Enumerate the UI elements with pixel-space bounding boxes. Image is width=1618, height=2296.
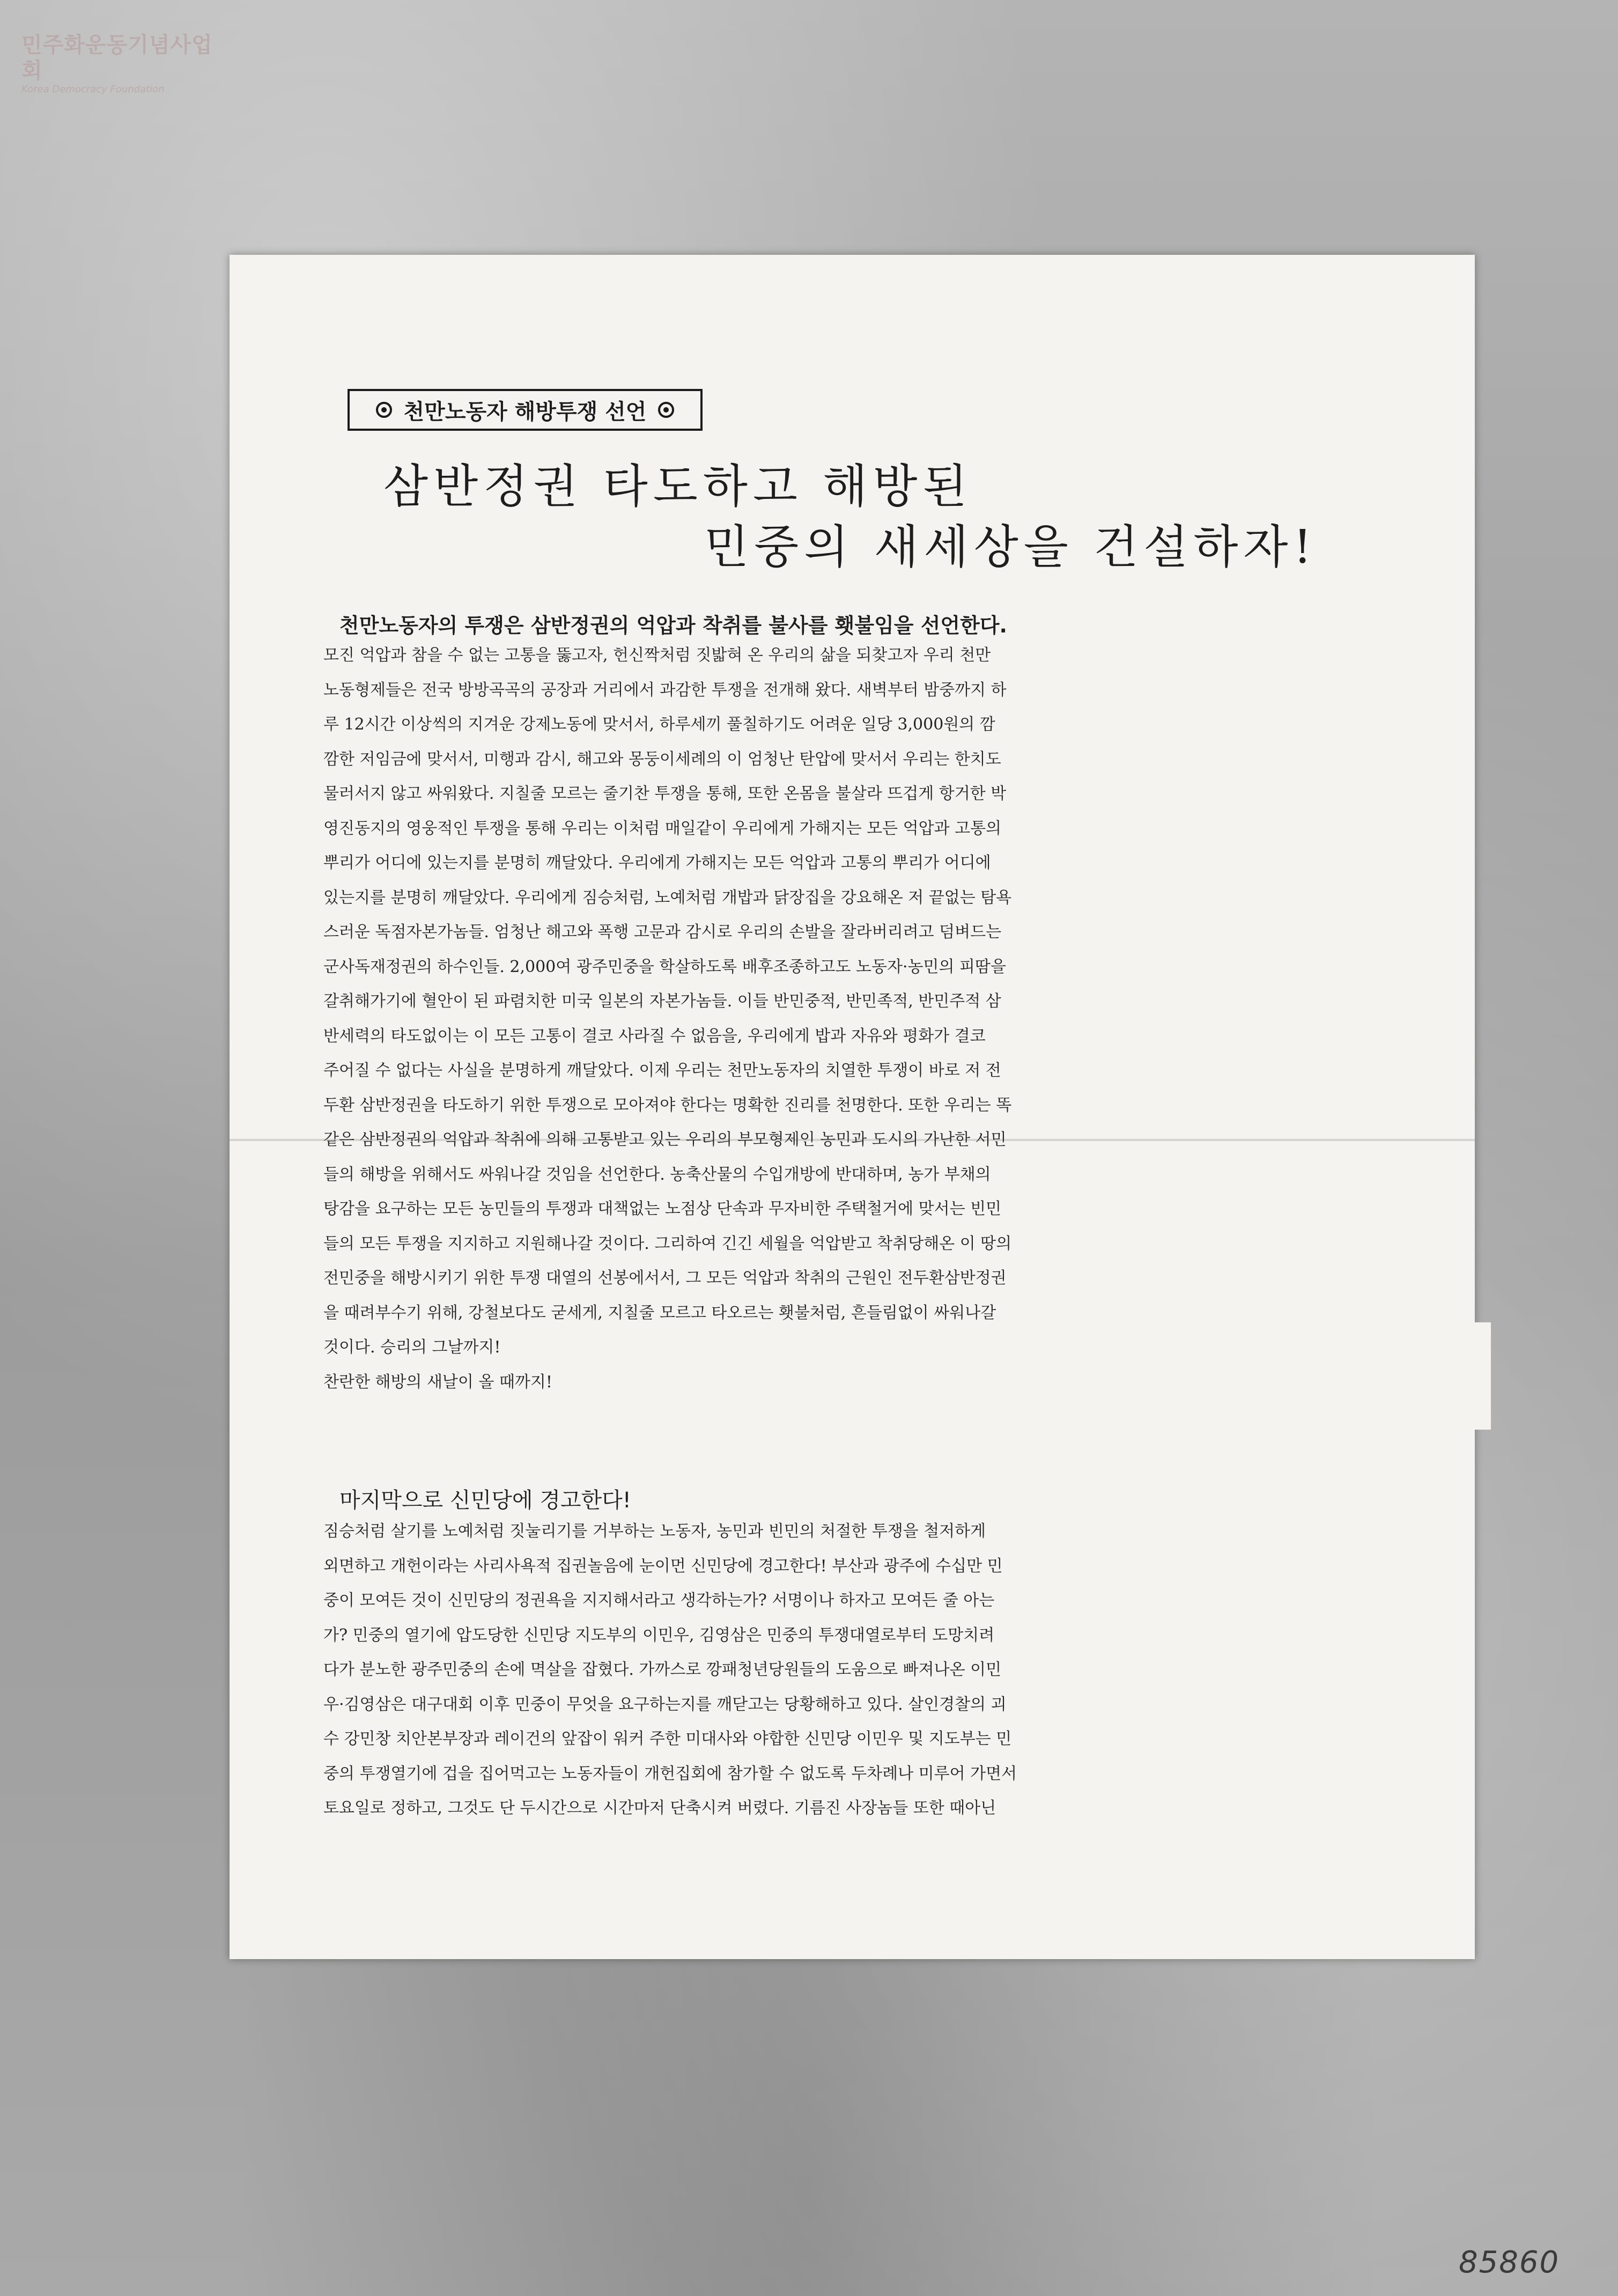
section1-body xyxy=(323,638,1385,1400)
section2-body-line: 다가 분노한 광주민중의 손에 멱살을 잡혔다. 가까스로 깡패청년당원들의 도움으로 빠져나온 이민 xyxy=(323,1660,1002,1679)
section2-body xyxy=(323,1514,1385,1826)
section2-body-line: 짐승처럼 살기를 노예처럼 짓눌리기를 거부하는 노동자, 농민과 빈민의 처절한 투쟁을 철저하게 xyxy=(323,1522,986,1541)
watermark-english: Korea Democracy Foundation xyxy=(21,84,165,95)
section1-body-line: 깜한 저임금에 맞서서, 미행과 감시, 해고와 몽둥이세례의 이 엄청난 탄압에 맞서서 우리는 한치도 xyxy=(323,749,1001,769)
section1-body-line: 물러서지 않고 싸워왔다. 지칠줄 모르는 줄기찬 투쟁을 통해, 또한 온몸을 불살라 뜨겁게 항거한 박 xyxy=(323,784,1007,803)
section1-body-line: 같은 삼반정권의 억압과 착취에 의해 고통받고 있는 우리의 부모형제인 농민과 도시의 가난한 서민 xyxy=(323,1130,1007,1149)
watermark-korean: 민주화운동기념사업회 xyxy=(21,33,213,83)
paper-edge-tab xyxy=(1459,1322,1491,1430)
declaration-badge xyxy=(348,389,703,431)
section2-body-line: 중이 모여든 것이 신민당의 정권욕을 지지해서라고 생각하는가? 서명이나 하자고 모여든 줄 아는 xyxy=(323,1591,995,1610)
section2-heading: 마지막으로 신민당에 경고한다! xyxy=(339,1488,631,1513)
section2-body-line: 가? 민중의 열기에 압도당한 신민당 지도부의 이민우, 김영삼은 민중의 투쟁대열로부터 도망치려 xyxy=(323,1625,995,1645)
section2-body-line: 외면하고 개헌이라는 사리사욕적 집권놀음에 눈이먼 신민당에 경고한다! 부산과 광주에 수십만 민 xyxy=(323,1556,1003,1576)
section1-body-line: 영진동지의 영웅적인 투쟁을 통해 우리는 이처럼 매일같이 우리에게 가해지는 모든 억압과 고통의 xyxy=(323,819,1002,838)
leaflet-sheet xyxy=(230,255,1475,1959)
section1-body-line: 노동형제들은 전국 방방곡곡의 공장과 거리에서 과감한 투쟁을 전개해 왔다. 새벽부터 밤중까지 하 xyxy=(323,680,1007,700)
section1-body-line: 찬란한 해방의 새날이 올 때까지! xyxy=(323,1372,552,1392)
foundation-watermark xyxy=(21,32,215,95)
bullet-circle-icon xyxy=(376,402,392,418)
section1-body-line: 탕감을 요구하는 모든 농민들의 투쟁과 대책없는 노점상 단속과 무자비한 주택철거에 맞서는 빈민 xyxy=(323,1199,1002,1218)
section1-body-line: 있는지를 분명히 깨달았다. 우리에게 짐승처럼, 노예처럼 개밥과 닭장집을 강요해온 저 끝없는 탐욕 xyxy=(323,888,1012,907)
section1-body-line: 스러운 독점자본가놈들. 엄청난 해고와 폭행 고문과 감시로 우리의 손발을 잘라버리려고 덤벼드는 xyxy=(323,923,1002,941)
section1-body-line: 들의 모든 투쟁을 지지하고 지원해나갈 것이다. 그리하여 긴긴 세월을 억압받고 착취당해온 이 땅의 xyxy=(323,1234,1012,1253)
badge-label: 천만노동자 해방투쟁 선언 xyxy=(403,399,647,424)
archive-number: 85860 xyxy=(1459,2245,1560,2280)
section1-body-line: 두환 삼반정권을 타도하기 위한 투쟁으로 모아져야 한다는 명확한 진리를 천명한다. 또한 우리는 똑 xyxy=(323,1095,1012,1115)
section2-body-line: 토요일로 정하고, 그것도 단 두시간으로 시간마저 단축시켜 버렸다. 기름진 사장놈들 또한 때아닌 xyxy=(323,1799,996,1817)
section2-body-line: 중의 투쟁열기에 겁을 집어먹고는 노동자들이 개헌집회에 참가할 수 없도록 두차례나 미루어 가면서 xyxy=(323,1764,1017,1783)
section1-body-line: 모진 억압과 참을 수 없는 고통을 뚫고자, 헌신짝처럼 짓밟혀 온 우리의 삶을 되찾고자 우리 천만 xyxy=(323,646,991,665)
main-title-line-2: 민중의 새세상을 건설하자! xyxy=(704,520,1318,574)
section1-body-line: 뿌리가 어디에 있는지를 분명히 깨달았다. 우리에게 가해지는 모든 억압과 고통의 뿌리가 어디에 xyxy=(323,853,991,872)
section1-body-line: 전민중을 해방시키기 위한 투쟁 대열의 선봉에서서, 그 모든 억압과 착취의 근원인 전두환삼반정권 xyxy=(323,1269,1007,1287)
main-title-line-1: 삼반정권 타도하고 해방된 xyxy=(383,460,973,513)
section1-heading: 천만노동자의 투쟁은 삼반정권의 억압과 착취를 불사를 횃불임을 선언한다. xyxy=(339,614,1007,637)
section2-body-line: 수 강민창 치안본부장과 레이건의 앞잡이 워커 주한 미대사와 야합한 신민당 이민우 및 지도부는 민 xyxy=(323,1730,1012,1748)
section1-body-line: 루 12시간 이상씩의 지겨운 강제노동에 맞서서, 하루세끼 풀칠하기도 어려운 일당 3,000원의 깜 xyxy=(323,715,995,734)
section1-body-line: 들의 해방을 위해서도 싸워나갈 것임을 선언한다. 농축산물의 수입개방에 반대하며, 농가 부채의 xyxy=(323,1165,991,1184)
section1-body-line: 군사독재정권의 하수인들. 2,000여 광주민중을 학살하도록 배후조종하고도 노동자·농민의 피땀을 xyxy=(323,957,1006,976)
section1-body-line: 주어질 수 없다는 사실을 분명하게 깨달았다. 이제 우리는 천만노동자의 치열한 투쟁이 바로 저 전 xyxy=(323,1061,1001,1080)
bullet-circle-icon xyxy=(658,402,674,418)
section1-body-line: 반세력의 타도없이는 이 모든 고통이 결코 사라질 수 없음을, 우리에게 밥과 자유와 평화가 결코 xyxy=(323,1026,986,1046)
section1-body-line: 갈취해가기에 혈안이 된 파렴치한 미국 일본의 자본가놈들. 이들 반민중적, 반민족적, 반민주적 삼 xyxy=(323,992,1001,1011)
section2-body-line: 우·김영삼은 대구대회 이후 민중이 무엇을 요구하는지를 깨닫고는 당황해하고 있다. 살인경찰의 괴 xyxy=(323,1695,1007,1714)
section1-body-line: 을 때려부수기 위해, 강철보다도 굳세게, 지칠줄 모르고 타오르는 횃불처럼, 흔들림없이 싸워나갈 xyxy=(323,1303,996,1322)
section1-body-line: 것이다. 승리의 그날까지! xyxy=(323,1338,501,1357)
